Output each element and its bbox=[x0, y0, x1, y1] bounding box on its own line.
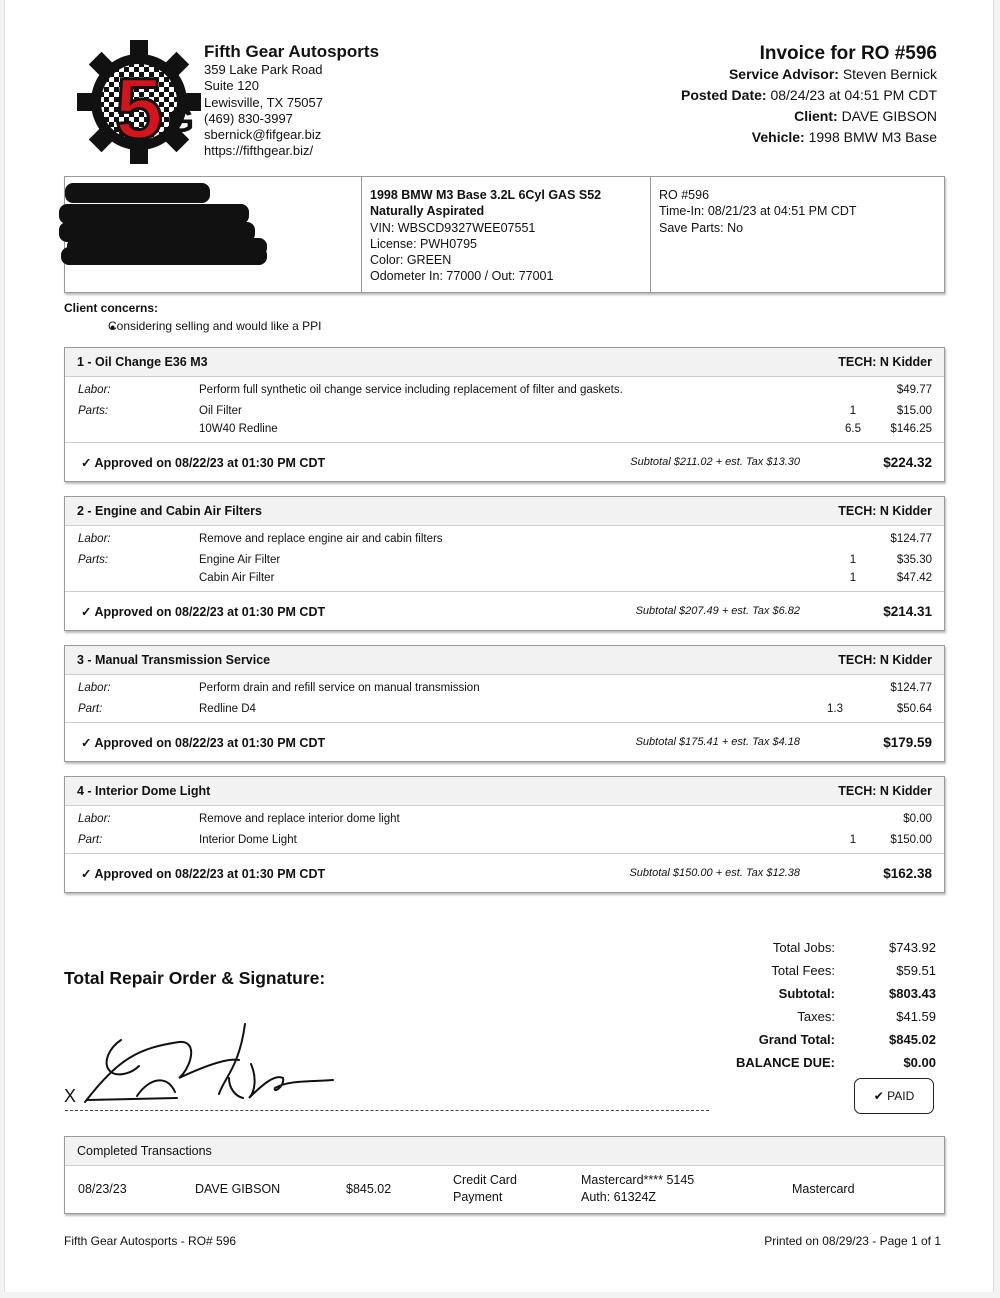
paid-badge: ✔ PAID bbox=[854, 1078, 934, 1114]
job-title: 4 - Interior Dome Light bbox=[77, 784, 211, 798]
client-concerns: Client concerns: ● Considering selling and would like a PPI bbox=[64, 301, 321, 333]
signature-x: X bbox=[64, 1086, 77, 1106]
shop-phone: (469) 830-3997 bbox=[204, 110, 293, 126]
vehicle-name: Vehicle: 1998 BMW M3 Base bbox=[751, 129, 937, 145]
shop-city: Lewisville, TX 75057 bbox=[204, 94, 323, 110]
posted-date: Posted Date: 08/24/23 at 04:51 PM CDT bbox=[680, 87, 937, 103]
shop-name: Fifth Gear Autosports bbox=[204, 42, 380, 61]
job-card: 4 - Interior Dome Light TECH: N Kidder Labor: Remove and replace interior dome light $0.00 Part: Interior Dome Light 1 $150.00 ✓ Approved on 08/22/23 at 01:30 PM CDT Subtotal $150.00 + est. Tax $12.38 $162.38 bbox=[64, 776, 945, 893]
job-subtotal: Subtotal $207.49 + est. Tax $6.82 bbox=[635, 605, 800, 617]
logo-number: 5 bbox=[115, 61, 163, 157]
balance-due: $0.00 bbox=[903, 1055, 936, 1070]
signature-title: Total Repair Order & Signature: bbox=[64, 968, 326, 988]
totals-block: Total Jobs: $743.92 Total Fees: $59.51 Subtotal: $803.43 Taxes: $41.59 Grand Total: $845.02 BALANCE DUE: $0.00 bbox=[736, 940, 936, 1070]
total-fees: $59.51 bbox=[896, 963, 936, 978]
approval-status: ✓ Approved on 08/22/23 at 01:30 PM CDT bbox=[81, 736, 326, 750]
job-tech: TECH: N Kidder bbox=[838, 504, 932, 518]
job-subtotal: Subtotal $150.00 + est. Tax $12.38 bbox=[629, 867, 800, 879]
job-tech: TECH: N Kidder bbox=[838, 784, 932, 798]
invoice-header bbox=[681, 42, 937, 148]
job-total: $162.38 bbox=[883, 866, 932, 881]
shop-address-2: Suite 120 bbox=[204, 78, 259, 94]
invoice-page bbox=[4, 0, 994, 1292]
shop-website[interactable]: https://fifthgear.biz/ bbox=[204, 143, 314, 159]
job-card: 2 - Engine and Cabin Air Filters TECH: N Kidder Labor: Remove and replace engine air and cabin filters $124.77 Parts: Engine Air Filter 1 $35.30 Cabin Air Filter 1 $47.42 ✓ Approved on 08/22/23 at 01:30 PM CDT Subtotal $207.49 + est. Tax $6.82 $214.31 bbox=[64, 496, 945, 631]
job-tech: TECH: N Kidder bbox=[838, 653, 932, 667]
completed-transactions: Completed Transactions 08/23/23 DAVE GIBSON $845.02 Credit Card Payment Mastercard**** 5145 Auth: 61324Z Mastercard bbox=[64, 1136, 945, 1214]
job-subtotal: Subtotal $211.02 + est. Tax $13.30 bbox=[630, 456, 800, 468]
subtotal: $803.43 bbox=[889, 986, 936, 1001]
footer-left: Fifth Gear Autosports - RO# 596 bbox=[64, 1234, 237, 1248]
job-card: 1 - Oil Change E36 M3 TECH: N Kidder Labor: Perform full synthetic oil change service including replacement of filter and gaskets. $49.77 Parts: Oil Filter 1 $15.00 10W40 Redline 6.5 $146.25 ✓ Approved on 08/22/23 at 01:30 PM CDT Subtotal $211.02 + est. Tax $13.30 $224.32 bbox=[64, 347, 945, 482]
signature-line bbox=[65, 1110, 709, 1111]
total-jobs: $743.92 bbox=[889, 940, 936, 955]
approval-status: ✓ Approved on 08/22/23 at 01:30 PM CDT bbox=[81, 867, 326, 881]
approval-status: ✓ Approved on 08/22/23 at 01:30 PM CDT bbox=[81, 456, 326, 470]
gear-logo-icon bbox=[77, 40, 201, 164]
service-advisor: Service Advisor: Steven Bernick bbox=[728, 66, 937, 82]
info-box bbox=[64, 176, 945, 293]
invoice-title: Invoice for RO #596 bbox=[759, 43, 937, 64]
taxes: $41.59 bbox=[896, 1009, 936, 1024]
client-name: Client: DAVE GIBSON bbox=[794, 108, 937, 124]
job-total: $214.31 bbox=[883, 604, 932, 619]
concern-item: ● Considering selling and would like a PPI bbox=[108, 319, 321, 333]
transactions-heading: Completed Transactions bbox=[77, 1144, 212, 1158]
job-subtotal: Subtotal $175.41 + est. Tax $4.18 bbox=[635, 736, 800, 748]
job-total: $224.32 bbox=[883, 455, 932, 470]
shop-address-1: 359 Lake Park Road bbox=[204, 62, 323, 77]
job-title: 3 - Manual Transmission Service bbox=[77, 653, 271, 667]
signature-image bbox=[79, 1018, 339, 1110]
logo-letter: G bbox=[167, 102, 195, 140]
job-total: $179.59 bbox=[883, 735, 932, 750]
approval-status: ✓ Approved on 08/22/23 at 01:30 PM CDT bbox=[81, 605, 326, 619]
job-card: 3 - Manual Transmission Service TECH: N Kidder Labor: Perform drain and refill service on manual transmission $124.77 Part: Redline D4 1.3 $50.64 ✓ Approved on 08/22/23 at 01:30 PM CDT Subtotal $175.41 + est. Tax $4.18 $179.59 bbox=[64, 645, 945, 762]
vehicle-details: 1998 BMW M3 Base 3.2L 6Cyl GAS S52 Naturally Aspirated VIN: WBSCD9327WEE07551 License: PWH0795 Color: GREEN Odometer In: 77000 / Out: 77001 bbox=[361, 177, 650, 292]
shop-email[interactable]: sbernick@fifgear.biz bbox=[204, 127, 322, 143]
shop-info bbox=[204, 42, 379, 160]
grand-total: $845.02 bbox=[889, 1032, 936, 1047]
job-title: 1 - Oil Change E36 M3 bbox=[77, 355, 208, 369]
ro-details: RO #596 Time-In: 08/21/23 at 04:51 PM CDT Save Parts: No bbox=[650, 177, 944, 292]
footer-right: Printed on 08/29/23 - Page 1 of 1 bbox=[764, 1234, 941, 1248]
job-tech: TECH: N Kidder bbox=[838, 355, 932, 369]
job-title: 2 - Engine and Cabin Air Filters bbox=[77, 504, 262, 518]
